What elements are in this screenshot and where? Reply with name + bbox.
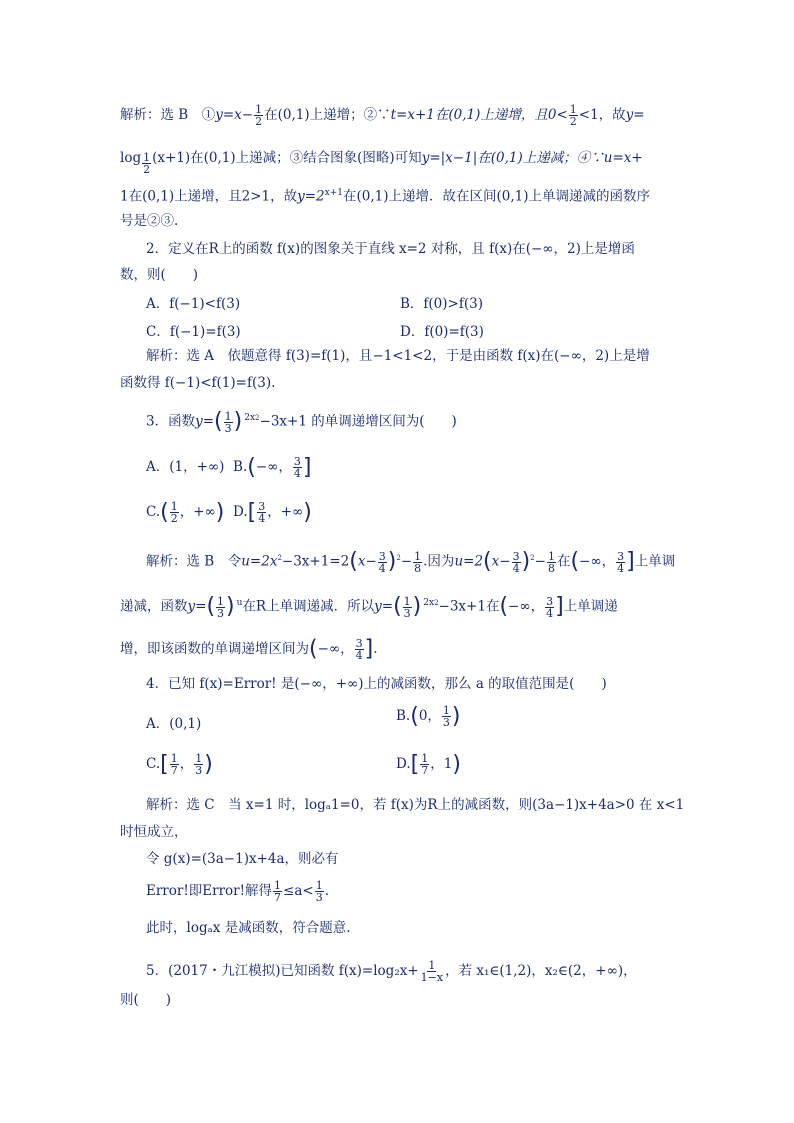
text: ，+∞ [267,504,304,520]
q5-stem-line-1 [146,960,637,983]
q1-solution-line-4 [120,211,178,231]
q3-solution-line-3 [120,638,378,661]
q4-option-a: A．(0,1) [146,716,202,732]
text: 解析：选 B 令 [146,553,242,570]
text: 在 [556,553,571,570]
q3-options-cd [146,500,312,525]
num: 1 [274,879,282,892]
den: 3 [224,421,232,435]
text: ，+∞ [179,504,216,520]
num: 1 [428,959,436,972]
bracket: ] [302,455,312,480]
den: 8 [547,561,555,575]
den: 7 [274,891,282,904]
den: 4 [617,561,625,575]
fraction [378,551,387,574]
fraction [545,596,554,619]
fraction [257,501,266,524]
text: 5．(2017・九江模拟)已知函数 f(x)=log₂x+ [146,963,419,979]
bracket: [ [160,752,169,777]
exponent: 2 [434,599,439,607]
paren: ( [247,455,256,480]
den: 2 [143,162,151,176]
q2-stem-line-2: 数，则( ) [120,267,199,283]
fraction [355,638,364,661]
text: y= [625,107,645,123]
label: B. [396,708,411,724]
exponent: 2x [244,413,256,423]
den: 3 [217,606,225,620]
den: 7 [421,764,429,777]
text: 在R上单调递减．所以 [242,598,375,615]
fraction [512,551,521,574]
paren: ( [206,594,216,619]
fraction [442,705,451,728]
text: 上单调递 [563,598,618,615]
fraction [216,596,225,619]
q3-stem [146,408,457,434]
den: 2 [255,115,263,128]
num: 3 [258,500,266,513]
text: −∞， [579,553,616,570]
text: y=2 [297,188,325,205]
den: 4 [355,649,363,662]
q3-option-c-label: C. [146,504,161,520]
fraction [403,596,412,619]
text: 号是②③. [120,213,179,229]
exponent: u [236,598,243,608]
q1-solution-line-2 [120,148,643,175]
q3-option-d-label: D. [232,504,248,520]
text: −3x+1 [438,598,486,615]
q2-option-a: A．f(−1)<f(3) [146,296,241,312]
text: 3．函数 [146,413,196,430]
fraction [224,411,233,434]
num: 1 [170,752,178,765]
num: 1 [255,103,263,116]
den: 8 [414,561,422,575]
exponent: 2x [423,598,435,608]
q4-solution-line-3: 令 g(x)=(3a−1)x+4a，则必有 [146,851,339,867]
text: (x+1)在(0,1)上递减；③结合图象(图略)可知 [152,150,422,166]
fraction [547,551,556,574]
fraction [170,753,179,776]
q2-stem-line-1: 2．定义在R上的函数 f(x)的图象关于直线 x=2 对称，且 f(x)在(−∞，2)上是增函 [146,241,635,257]
text: ，若 x₁∈(1,2)，x₂∈(2，+∞)， [445,963,637,979]
exponent: x+1 [324,188,343,198]
den: 4 [512,561,520,575]
q1-solution-line-1 [120,104,645,127]
paren: ( [483,549,492,574]
num: 3 [546,594,554,608]
text: u=x+ [603,150,643,166]
num: 1 [414,549,422,563]
bracket: [ [247,500,257,525]
q2-solution-line-1: 解析：选 A 依题意得 f(3)=f(1)，且−1<1<2，于是由函数 f(x)在(−∞，2)上是增 [146,348,650,364]
q2-option-b: B．f(0)>f(3) [400,296,483,312]
label: C. [146,756,161,772]
den: 2 [170,512,178,525]
q4-option-c [146,752,213,777]
text: x− [357,553,377,570]
bracket: ] [626,549,635,574]
q3-option-b-label: B. [233,459,248,475]
paren: ( [570,549,580,574]
fraction [254,104,263,127]
text: 在(0,1)上递增；②∵ [264,107,391,123]
text: 1在(0,1)上递增，且2>1，故 [120,188,298,205]
num: 1 [170,500,178,513]
bracket: ] [555,594,564,619]
q5-stem-line-2: 则( ) [120,992,172,1008]
text: .因为 [423,553,455,570]
paren: ) [233,409,243,434]
q4-solution-line-5: 此时，logₐx 是减函数，符合题意. [146,920,351,936]
den: 4 [258,512,266,525]
paren: ) [303,500,312,525]
exponent: 2 [277,554,282,562]
den: 3 [315,891,323,904]
den: 4 [546,606,554,620]
text: u=2 [454,553,484,570]
text: y= [374,598,394,615]
exponent: 2 [255,414,260,422]
num: 3 [617,549,625,563]
paren: ( [214,409,223,434]
text: x− [491,553,511,570]
text: . [324,883,330,899]
text: −∞， [508,598,545,615]
text: Error!即Error!解得 [146,883,273,899]
paren: ) [521,549,531,574]
paren: ( [410,704,419,729]
text: y= [187,598,207,615]
q2-option-c: C．f(−1)=f(3) [146,324,241,340]
num: 1 [442,704,450,717]
text: −3x+1=2 [281,553,350,570]
num: 1 [569,103,577,116]
num: 3 [355,637,363,650]
q4-solution-line-2: 时恒成立， [120,824,188,840]
q4-solution-line-4 [146,880,329,903]
paren: ( [499,594,509,619]
num: 1 [403,594,411,608]
fraction [420,960,444,983]
text: ， [179,756,194,772]
q3-option-a: A．(1，+∞) [146,459,225,475]
fraction [420,753,429,776]
num: 3 [378,549,386,563]
text: − [400,553,413,570]
q3-solution-line-1 [146,548,675,574]
fraction [616,551,625,574]
text: 解析：选 B ① [120,107,216,123]
den: 3 [442,716,450,729]
den: 7 [170,764,178,777]
num: 3 [512,549,520,563]
den: 4 [293,467,301,480]
text: 在 [485,598,500,615]
label: D. [396,756,411,772]
text: 在(0,1)上递增．故在区间(0,1)上单调递减的函数序 [342,188,650,205]
fraction [569,104,578,127]
q2-option-d: D．f(0)=f(3) [400,324,484,340]
paren: ) [204,752,213,777]
num: 1 [315,879,323,892]
bracket: ] [364,636,374,662]
text: 递减，函数 [120,598,188,615]
text: −∞， [317,641,354,657]
text: 增，即该函数的单调递增区间为 [120,641,309,657]
paren: ) [387,549,397,574]
text: y=|x−1|在(0,1)上递减；④∵ [421,150,604,166]
den: 3 [403,606,411,620]
num: 1 [195,752,203,765]
q4-option-b [396,704,461,729]
paren: ) [412,594,422,619]
fraction [413,551,422,574]
paren: ( [160,500,169,525]
fraction [170,501,179,524]
q4-stem: 4．已知 f(x)=Error! 是(−∞，+∞)上的减函数，那么 a 的取值范围是( ) [146,676,607,692]
den: 4 [378,561,386,575]
paren: ) [451,704,461,729]
paren: ( [309,636,318,662]
num: 1 [224,409,232,423]
den: 1−x [420,971,444,984]
num: 1 [421,752,429,765]
fraction [293,456,302,479]
q1-solution-line-3 [120,183,650,207]
q3-solution-line-2 [120,593,618,619]
text: ≤a< [283,883,314,899]
text: u=2x [241,553,278,570]
text: −3x+1 的单调递增区间为( ) [259,413,457,430]
text: log [120,150,142,166]
fraction [142,152,151,175]
paren: ) [452,752,461,777]
q4-option-d [396,752,461,777]
den: 2 [569,115,577,128]
num: 1 [217,594,225,608]
q2-solution-line-2: 函数得 f(−1)<f(1)=f(3). [120,375,276,391]
num: 3 [293,455,301,468]
fraction [273,880,282,903]
text: − [534,553,546,570]
text: . [373,641,378,657]
bracket: [ [410,752,420,777]
fraction [315,880,324,903]
paren: ) [226,594,235,619]
text: −∞， [255,459,292,475]
text: t=x+1在(0,1)上递增，且0< [390,107,568,123]
paren: ( [393,594,402,619]
text: 上单调 [634,553,676,570]
exponent: 2 [530,554,535,562]
text: <1，故 [578,107,626,123]
text: ，1 [430,756,453,772]
text: 0， [418,708,441,724]
paren: ( [349,549,358,574]
den: 3 [195,764,203,777]
fraction [194,753,203,776]
q3-options-ab [146,455,312,480]
q4-solution-line-1: 解析：选 C 当 x=1 时，logₐ1=0，若 f(x)为R上的减函数，则(3a−1)x+4a>0 在 x<1 [146,797,685,813]
text: y=x− [215,107,254,123]
num: 1 [547,549,555,563]
num: 1 [143,150,151,164]
text: y= [195,413,215,430]
paren: ) [215,500,225,525]
exponent: 2 [396,554,401,562]
